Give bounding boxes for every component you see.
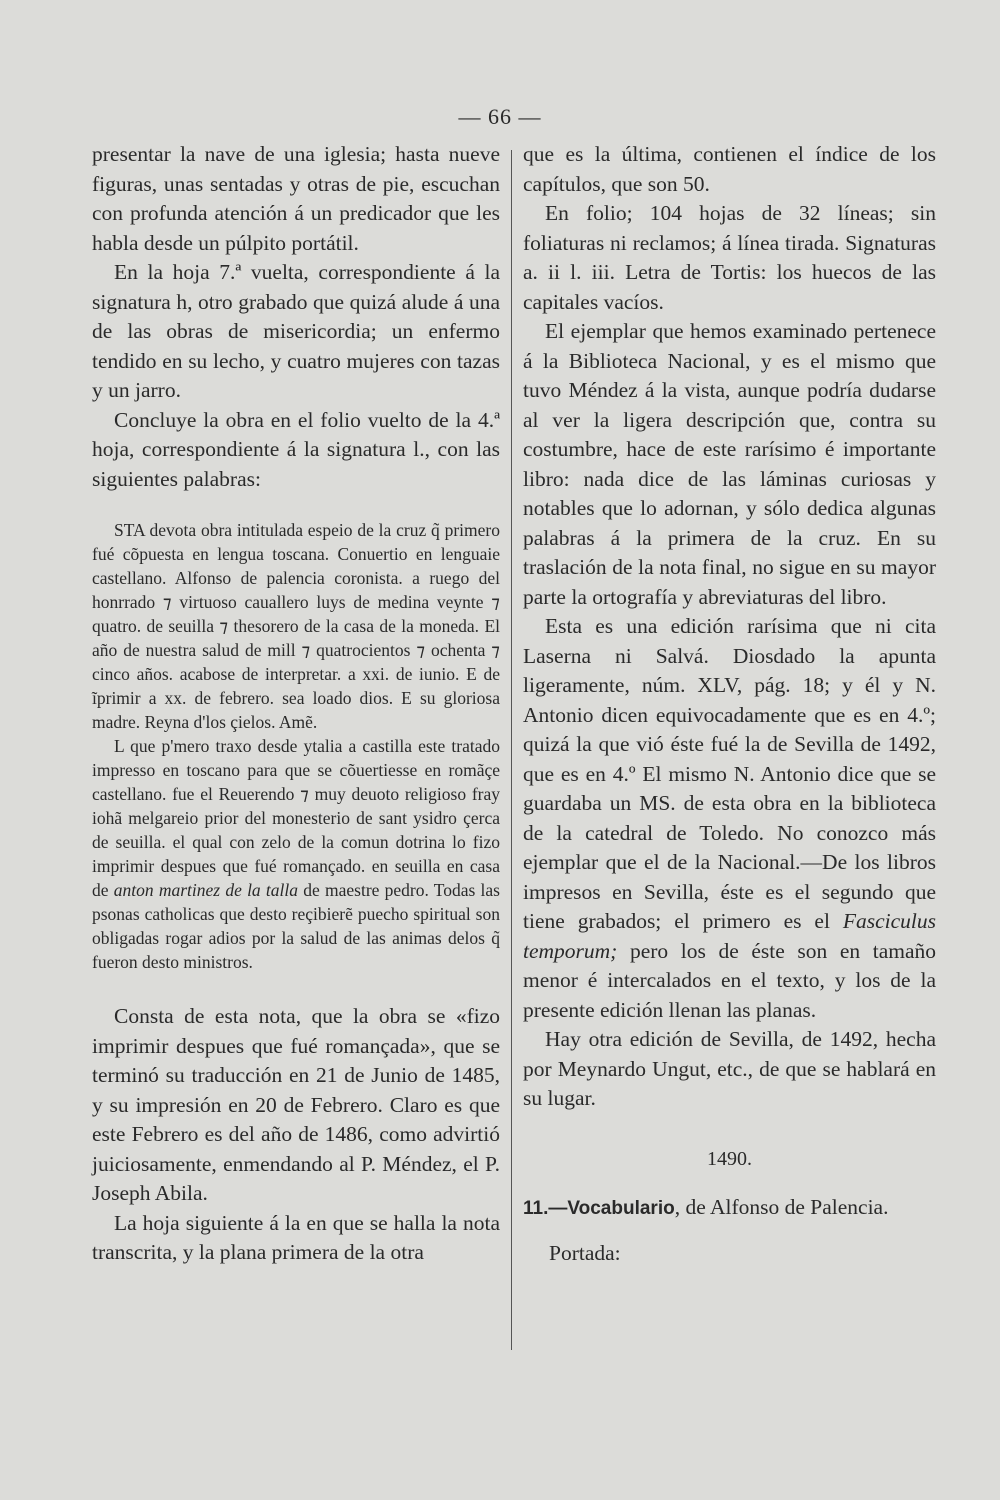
paragraph [523,612,936,1025]
catalog-entry [523,1193,936,1224]
paragraph: El ejemplar que hemos examinado pertenece á la Biblioteca Nacional, y es el mismo que tuvo Méndez á la vista, aunque podría dudarse al ver la ligera descripción que, contra su costumbre, hace de este rarísimo é importante libro: nada dice de las láminas curiosas y notables que lo adornan, y sólo dedica algunas palabras á la primera de la cruz. En su traslación de la nota final, no sigue en su mayor parte la ortografía y abreviaturas del libro. [523,319,936,609]
paragraph: En la hoja 7.ª vuelta, correspondiente á la signatura h, otro grabado que quizá alude á una de las obras de misericordia; un enfermo tendido en su lecho, y cuatro mujeres con tazas y un jarro. [92,260,500,402]
right-column [523,140,936,1269]
paragraph-text: Esta es una edición rarísima que ni cita Laserna ni Salvá. Diosdado la apunta ligeramente, núm. XLV, pág. 18; y él y N. Antonio dicen equivocadamente que es en 4.º; quizá la que vió éste fué la de Sevilla de 1492, que es en 4.º El mismo N. Antonio dice que se guardaba un MS. de esta obra en la biblioteca de la catedral de Toledo. No conozco más ejemplar que el de la Nacional.—De los libros impresos en Sevilla, éste es el segundo que tiene grabados; el primero es el [523,614,936,933]
left-column [92,140,500,1268]
colophon-quote [92,518,500,974]
page-number: — 66 — [458,104,542,129]
paragraph: La hoja siguiente á la en que se halla la nota transcrita, y la plana primera de la otra [92,1210,500,1264]
paragraph: Hay otra edición de Sevilla, de 1492, hecha por Meynardo Ungut, etc., de que se hablará en su lugar. [523,1027,936,1110]
entry-title: Vocabulario [567,1197,675,1219]
column-divider [511,150,512,1350]
paragraph-text: pero los de éste son en tamaño menor é intercalados en el texto, y los de la presente edición llenan las planas. [523,938,936,1022]
italic-title: Fasciculus temporum; [523,909,936,963]
paragraph: En folio; 104 hojas de 32 líneas; sin foliaturas ni reclamos; á línea tirada. Signaturas a. ii l. iii. Letra de Tortis: los huecos de las capitales vacíos. [523,201,936,314]
section-year: 1490. [707,1147,752,1170]
quote-text: L que p'mero traxo desde ytalia a castilla este tratado impresso en toscano para que se cõuertiesse en romãçe castellano. fue el Reuerendo ⁊ muy deuoto religioso fray iohã melgareio prior del monesterio de sant ysidro çerca de seuilla. el qual con zelo de la comun dotrina lo fizo imprimir despues que fué romançado. en seuilla en casa de [92,736,500,900]
entry-number: 11.— [523,1197,568,1219]
quote-italic-text: anton martinez de la talla [113,880,299,900]
entry-author: , de Alfonso de Palencia. [674,1194,889,1219]
paragraph: presentar la nave de una iglesia; hasta nueve figuras, unas sentadas y otras de pie, escuchan con profunda atención á un predicador que les habla desde un púlpito portátil. [92,142,500,255]
paragraph: Consta de esta nota, que la obra se «fizo imprimir despues que fué romançada», que se terminó su traducción en 21 de Junio de 1485, y su impresión en 20 de Febrero. Claro es que este Febrero es del año de 1486, como advirtió juiciosamente, enmendando al P. Méndez, el P. Joseph Abila. [92,1004,500,1205]
paragraph: Concluye la obra en el folio vuelto de la 4.ª hoja, correspondiente á la signatura l., con las siguientes palabras: [92,407,500,491]
quote-text: de maestre pedro. Todas las psonas catholicas que desto reçibierẽ puecho spiritual son obligadas rogar adios por la salud de las animas delos q̃ fueron desto ministros. [92,880,500,972]
quote-paragraph [92,734,500,974]
paragraph: que es la última, contienen el índice de los capítulos, que son 50. [523,142,936,196]
portada-label: Portada: [549,1241,621,1265]
quote-paragraph: STA devota obra intitulada espeio de la cruz q̃ primero fué cõpuesta en lengua toscana. Conuertio en lenguaie castellano. Alfonso de palencia coronista. a ruego del honrrado ⁊ virtuoso cauallero luys de medina veynte ⁊ quatro. de seuilla ⁊ thesorero de la casa de la moneda. El año de nuestra salud de mill ⁊ quatrocientos ⁊ ochenta ⁊ cinco años. acabose de interpretar. a xxi. de iunio. E de ĩprimir a xx. de febrero. sea loado dios. E su gloriosa madre. Reyna d'los çielos. Amẽ. [92,520,500,732]
